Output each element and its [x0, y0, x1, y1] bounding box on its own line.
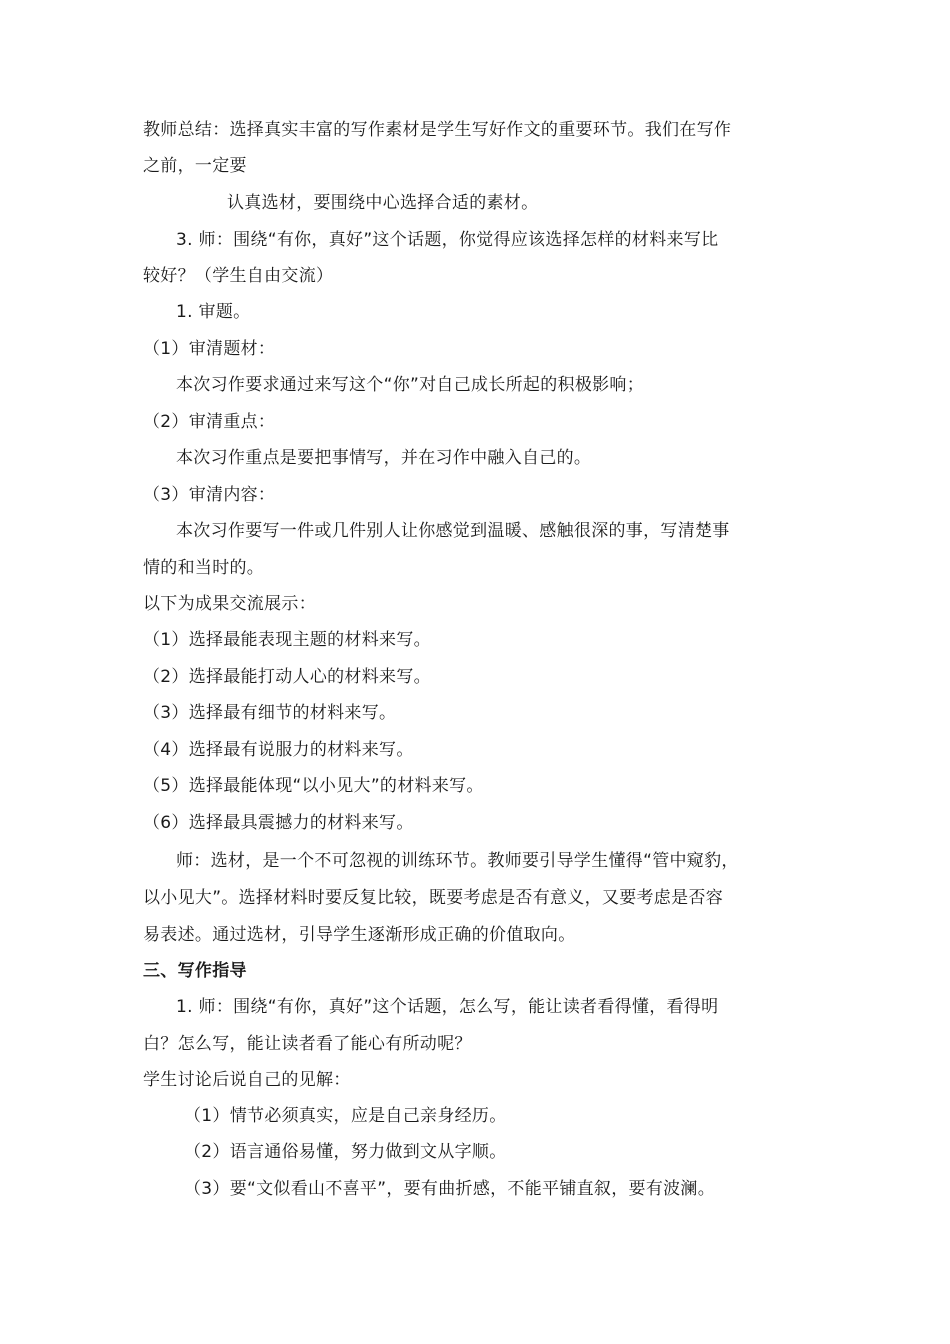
result-item-3: （3）选择最有细节的材料来写。 [143, 703, 397, 723]
review-2-text: 本次习作重点是要把事情写，并在习作中融入自己的。 [176, 448, 592, 468]
question-3-line-2: 较好？（学生自由交流） [143, 266, 334, 286]
view-item-1: （1）情节必须真实，应是自己亲身经历。 [184, 1106, 507, 1126]
guide-line-2: 白？怎么写，能让读者看了能心有所动呢？ [143, 1034, 472, 1054]
review-2-label: （2）审清重点： [143, 412, 276, 432]
discussion-intro: 学生讨论后说自己的见解： [143, 1070, 351, 1090]
review-3-text-1: 本次习作要写一件或几件别人让你感觉到温暖、感触很深的事，写清楚事 [176, 521, 730, 541]
result-item-4: （4）选择最有说服力的材料来写。 [143, 740, 414, 760]
result-item-1: （1）选择最能表现主题的材料来写。 [143, 630, 431, 650]
teacher-note-line-2: 以小见大”。选择材料时要反复比较，既要考虑是否有意义，又要考虑是否容 [143, 888, 724, 908]
result-item-5: （5）选择最能体现“以小见大”的材料来写。 [143, 776, 484, 796]
results-intro: 以下为成果交流展示： [143, 594, 316, 614]
view-item-3: （3）要“文似看山不喜平”，要有曲折感，不能平铺直叙，要有波澜。 [184, 1179, 716, 1199]
view-item-2: （2）语言通俗易懂，努力做到文从字顺。 [184, 1142, 507, 1162]
summary-line-2: 之前，一定要 [143, 156, 247, 176]
review-1-text: 本次习作要求通过来写这个“你”对自己成长所起的积极影响； [176, 375, 645, 395]
summary-line-1: 教师总结：选择真实丰富的写作素材是学生写好作文的重要环节。我们在写作 [143, 120, 732, 140]
section-3-heading: 三、写作指导 [143, 961, 247, 981]
guide-line-1: 1. 师：围绕“有你，真好”这个话题，怎么写，能让读者看得懂，看得明 [176, 997, 719, 1017]
result-item-2: （2）选择最能打动人心的材料来写。 [143, 667, 431, 687]
review-3-label: （3）审清内容： [143, 485, 276, 505]
teacher-note-line-3: 易表述。通过选材，引导学生逐渐形成正确的价值取向。 [143, 925, 576, 945]
teacher-note-line-1: 师：选材，是一个不可忽视的训练环节。教师要引导学生懂得“管中窥豹， [176, 851, 739, 871]
question-3-line-1: 3. 师：围绕“有你，真好”这个话题，你觉得应该选择怎样的材料来写比 [176, 230, 719, 250]
summary-line-3: 认真选材，要围绕中心选择合适的素材。 [227, 193, 539, 213]
review-title: 1. 审题。 [176, 302, 251, 322]
review-1-label: （1）审清题材： [143, 339, 276, 359]
result-item-6: （6）选择最具震撼力的材料来写。 [143, 813, 414, 833]
review-3-text-2: 情的和当时的。 [143, 558, 265, 578]
